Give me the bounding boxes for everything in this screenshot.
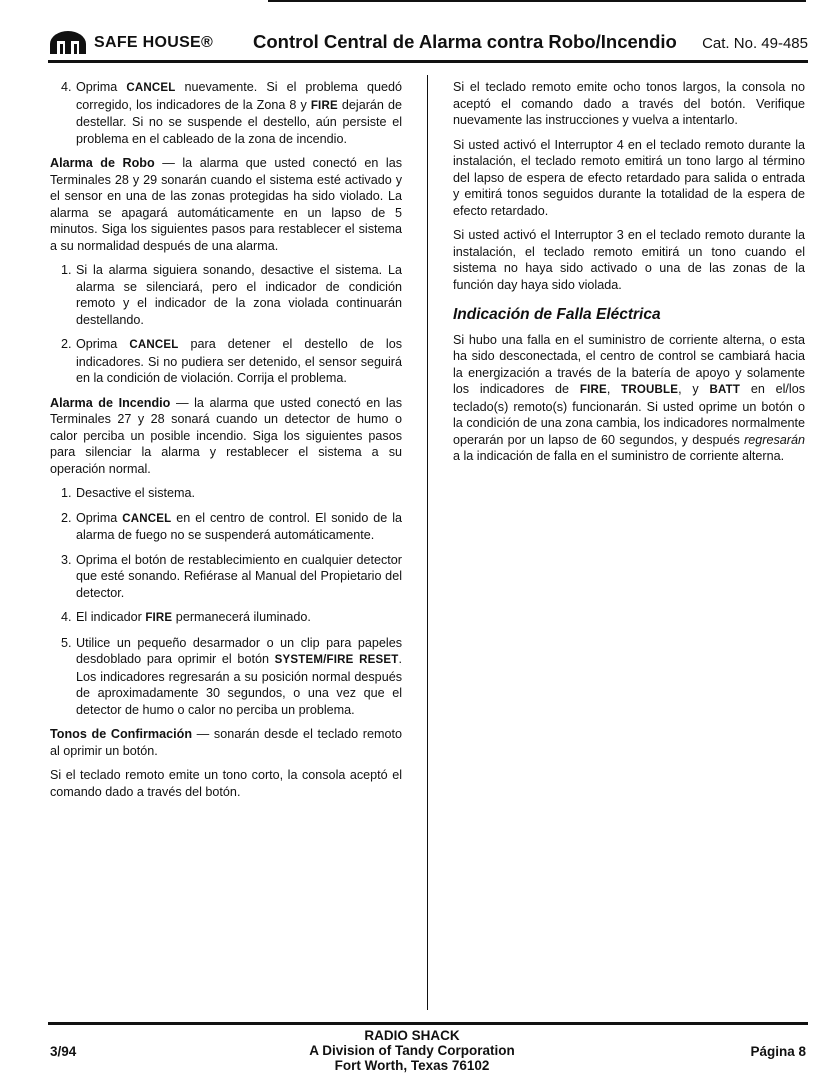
publisher-name: RADIO SHACK (364, 1028, 460, 1043)
top-rule (268, 0, 806, 2)
document-title: Control Central de Alarma contra Robo/Incendio (253, 31, 677, 52)
footer-rule (48, 1022, 808, 1025)
left-column (50, 79, 402, 808)
list-item: 1. Si la alarma siguiera sonando, desactive el sistema. La alarma se silenciará, pero el indicador de condición remoto y el indicador de la zona violada continuarán destellando. (75, 262, 402, 328)
section-heading: Indicación de Falla Eléctrica (453, 306, 661, 323)
column-divider (427, 75, 428, 1010)
list-item: 4. El indicador FIRE permanecerá iluminado. (75, 609, 402, 627)
fire-alarm-paragraph: Alarma de Incendio — la alarma que usted conectó en las Terminales 27 y 28 sonará cuando un detector de humo o calor perciba un posible incendio. Siga los siguientes pasos para silenciar la alarma y restablecer el sistema a su operación normal. (50, 395, 402, 476)
burglary-alarm-paragraph: Alarma de Robo — la alarma que usted conectó en las Terminales 28 y 29 sonarán cuando el sistema esté activado y el sensor en una de las zonas protegidas ha sido violado. La alarma se apagará automáticamente en un lapso de 5 minutos. Siga los siguientes pasos para restablecer el sistema a su normalidad después de una alarma. (50, 156, 402, 253)
list-item: 3. Oprima el botón de restablecimiento en cualquier detector que esté sonando. Refiérase al Manual del Propietario del detector. (75, 552, 402, 602)
switch4-paragraph: Si usted activó el Interruptor 4 en el teclado remoto durante la instalación, el teclado remoto emitirá un tono largo al término del lapso de espera de efecto retardado para salida o entrada y emitirá tonos seguidos durante la totalidad de la espera de efecto retardado. (453, 137, 805, 218)
publisher-block (0, 1028, 824, 1073)
power-failure-paragraph: Si hubo una falla en el suministro de corriente alterna, o esta ha sido desconectada, el centro de control se cambiará hacia la energización a través de la batería de apoyo y solamente los indicadores de FIRE, TROUBLE, y BATT en el/los teclado(s) remoto(s) funcionarán. Si usted oprime un botón o la condición de una zona cambia, los indicadores normalmente operarán por un lapso de 60 segundos, y después regresarán a la indicación de falla en el suministro de corriente alterna. (453, 332, 806, 463)
publisher-address: Fort Worth, Texas 76102 (334, 1058, 490, 1073)
catalog-number: Cat. No. 49-485 (702, 35, 808, 52)
short-tone-paragraph: Si el teclado remoto emite un tono corto, la consola aceptó el comando dado a través del botón. (50, 768, 402, 799)
burglary-steps-list (50, 262, 402, 387)
right-column (453, 79, 805, 473)
list-item: 4. Oprima CANCEL nuevamente. Si el problema quedó corregido, los indicadores de la Zona 8 y FIRE dejarán de destellar. Si no se suspende el destello, aún persiste el problema en el cableado de la zona de incendio. (75, 79, 402, 147)
publisher-division: A Division of Tandy Corporation (309, 1043, 515, 1058)
header-rule (48, 60, 808, 63)
switch3-paragraph: Si usted activó el Interruptor 3 en el teclado remoto durante la instalación, el teclado remoto emitirá un tono cuando el sistema no haya sido activado o una de las zonas de la función day haya sido violada. (453, 228, 805, 292)
page-header (48, 28, 808, 58)
page-number: Página 8 (750, 1044, 806, 1059)
publication-date: 3/94 (50, 1044, 77, 1059)
confirmation-tones-paragraph: Tonos de Confirmación — sonarán desde el teclado remoto al oprimir un botón. (50, 727, 402, 758)
fire-troubleshoot-list (50, 79, 402, 147)
list-item: 1. Desactive el sistema. (75, 485, 402, 502)
long-tones-paragraph: Si el teclado remoto emite ocho tonos largos, la consola no aceptó el comando dado a través del botón. Verifique nuevamente las instrucciones y vuelva a intentarlo. (453, 80, 805, 127)
fire-steps-list (50, 485, 402, 718)
list-item: 5. Utilice un pequeño desarmador o un clip para papeles desdoblado para oprimir el botón SYSTEM/FIRE RESET. Los indicadores regresarán a su posición normal después de aproximadamente 30 segundos, o una vez que el detector de humo o calor no perciba un problema. (75, 635, 402, 719)
house-logo-icon (48, 29, 88, 55)
list-item: 2. Oprima CANCEL en el centro de control. El sonido de la alarma de fuego no se suspenderá automáticamente. (75, 510, 402, 544)
list-item: 2. Oprima CANCEL para detener el destello de los indicadores. Si no pudiera ser detenido, el sensor seguirá en la condición de violación. Corrija el problema. (75, 336, 402, 387)
brand-name: SAFE HOUSE® (94, 34, 214, 51)
